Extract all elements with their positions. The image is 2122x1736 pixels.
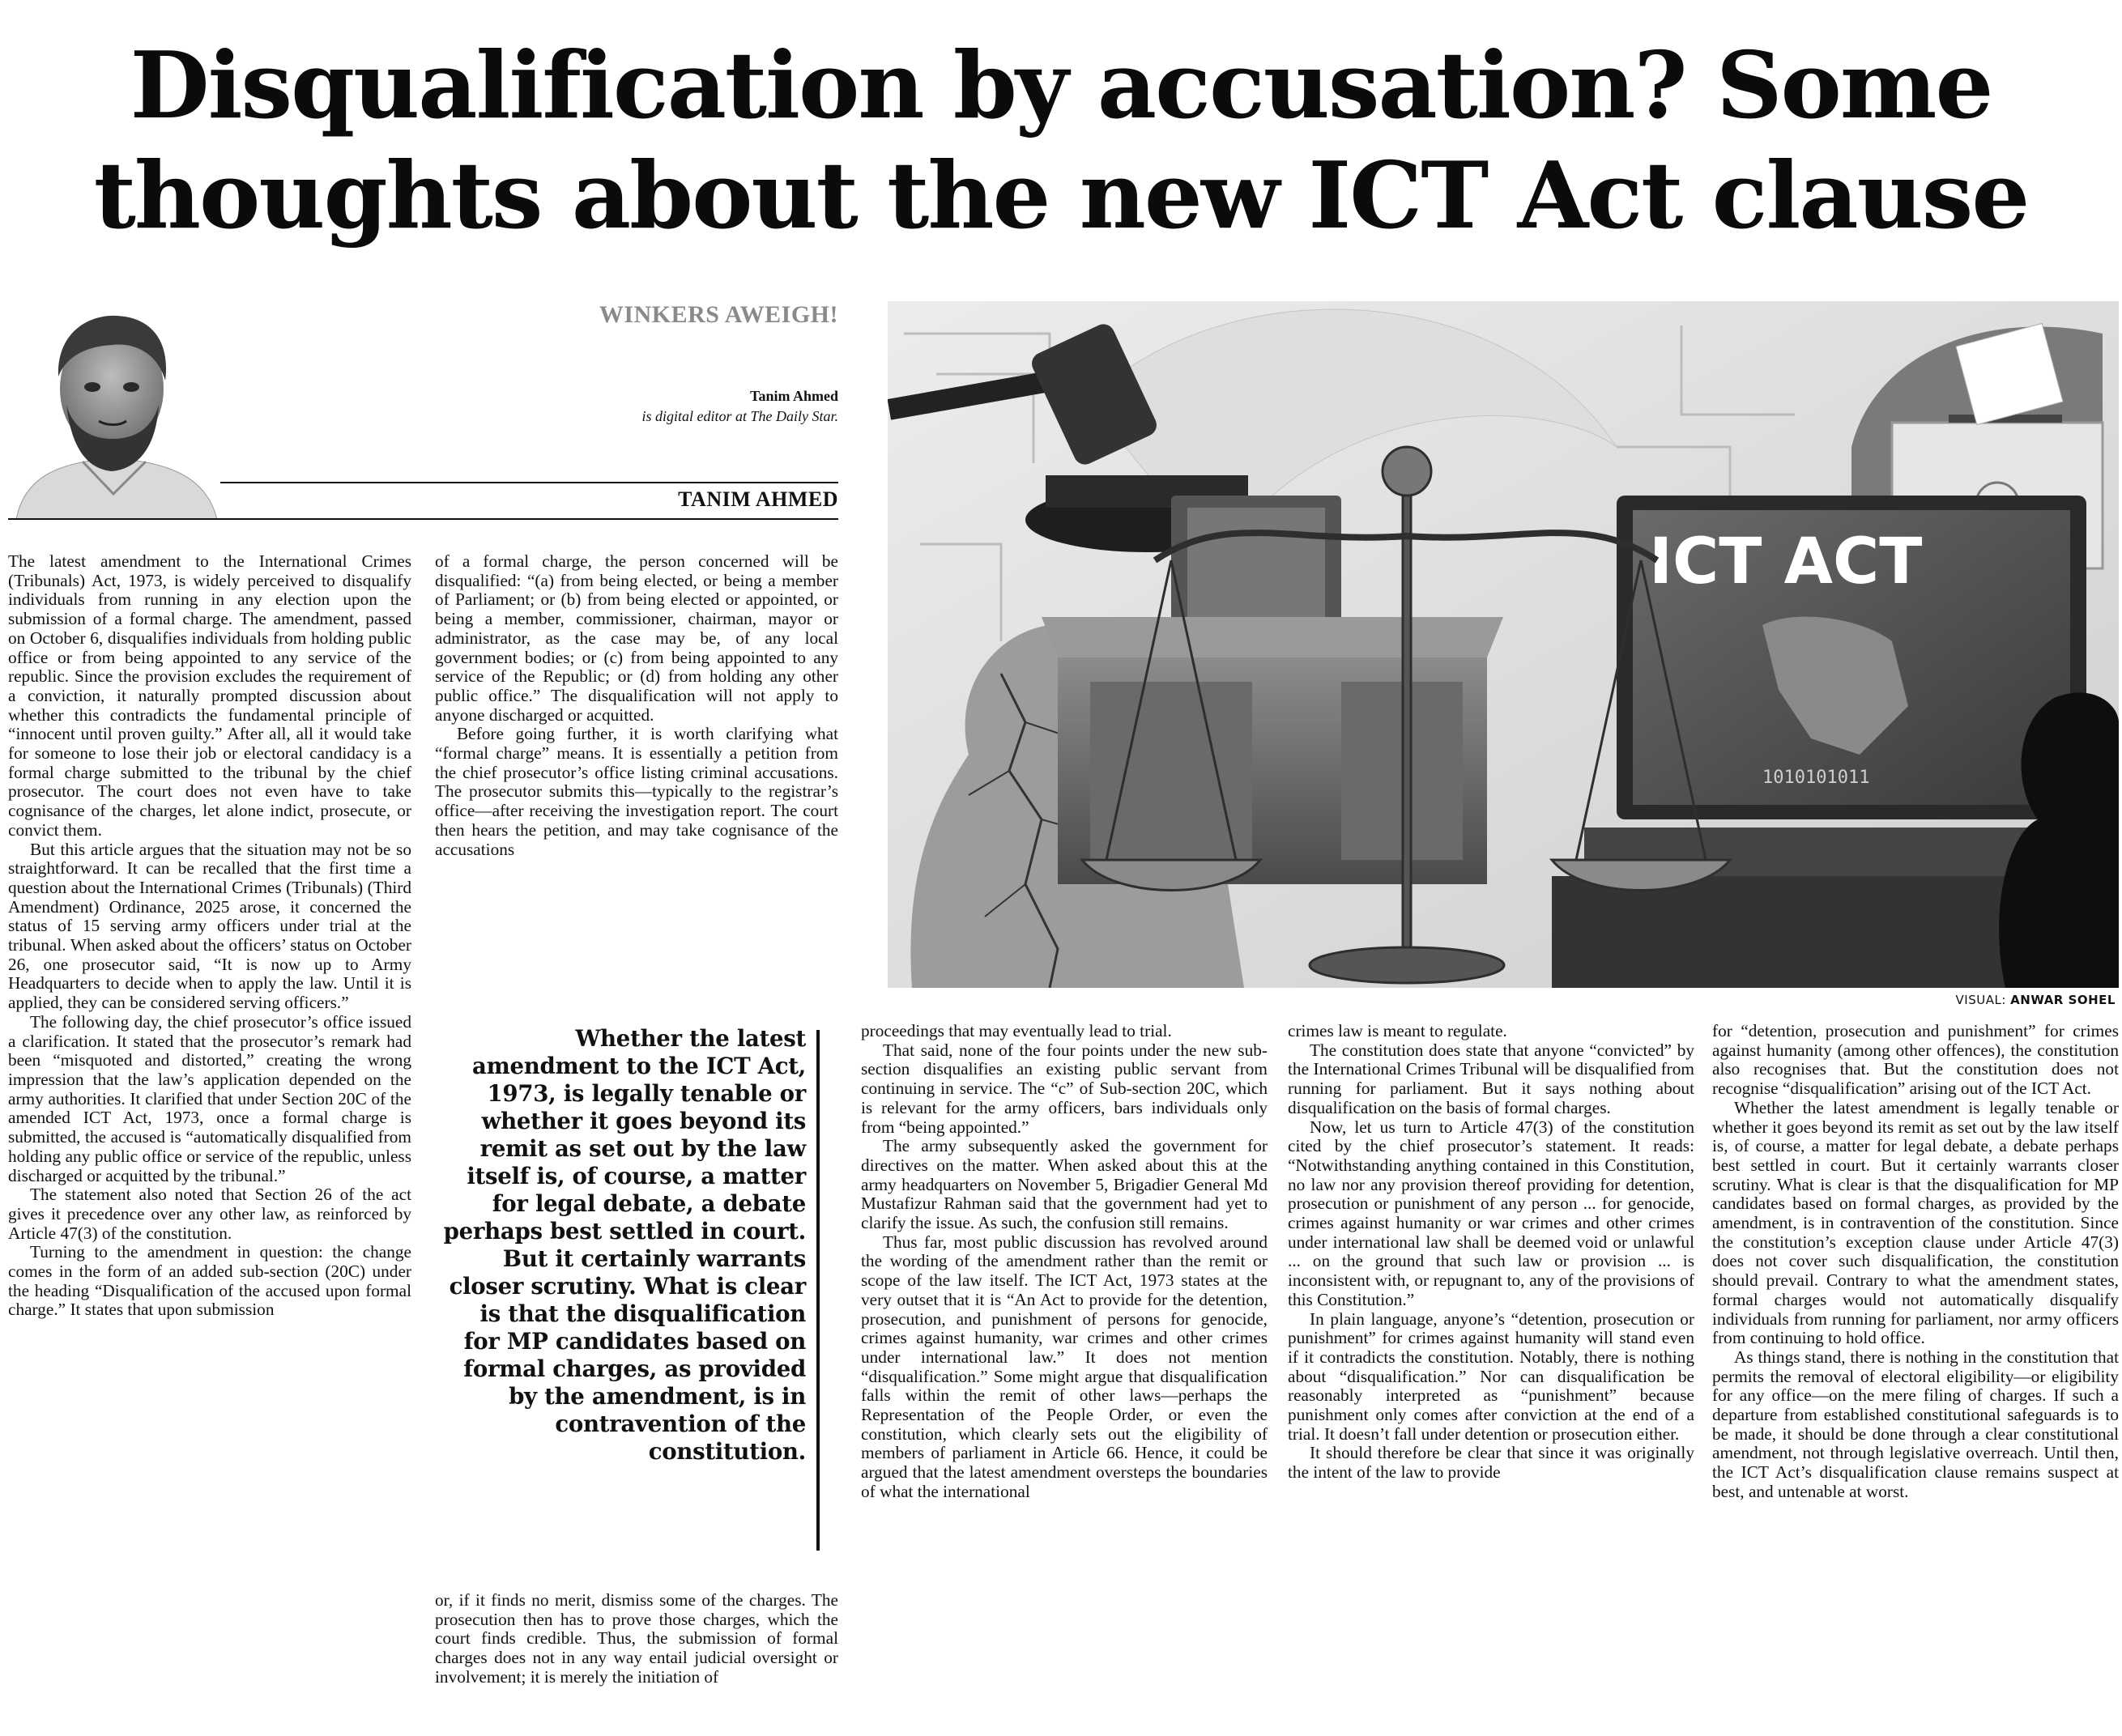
paragraph: Before going further, it is worth clarifying what “formal charge” means. It is essentially a petition from the chief prosecutor’s office listing criminal accusations. The prosecutor submits this—typically to the registrar’s office—after receiving the investigation report. The court then hears the petition, and may take cognisance of the accusations xyxy=(435,724,838,859)
pull-quote-rule xyxy=(816,1030,820,1551)
paragraph: In plain language, anyone’s “detention, prosecution or punishment” for crimes against humanity will stand even if it contradicts the constitution. Notably, there is nothing about “disqualification.” Nor can disqualification be reasonably interpreted as “punishment” because punishment only comes after conviction at the end of a trial. It doesn’t fall under detention or prosecution either. xyxy=(1288,1308,1694,1444)
paragraph: crimes law is meant to regulate. xyxy=(1288,1022,1507,1040)
author-name: Tanim Ahmed xyxy=(750,388,838,404)
paragraph: As things stand, there is nothing in the constitution that permits the removal of electoral eligibility—or eligibility for any office—on the mere filing of charges. If such a departure from established constitutional safeguards is to be made, it should be done through a clear constitutional amendment, not through legislative overreach. Until then, the ICT Act’s disqualification clause remains suspect at best, and untenable at worst. xyxy=(1712,1347,2119,1501)
ict-act-illustration xyxy=(888,301,2119,988)
author-role: is digital editor at The Daily Star. xyxy=(641,408,838,424)
paragraph: Now, let us turn to Article 47(3) of the constitution cited by the chief prosecutor’s statement. It reads: “Notwithstanding anything contained in this Constitution, no law nor any provision thereof providing for detention, prosecution or punishment of any person ... for genocide, crimes against humanity or war crimes and other crimes under international law shall be deemed void or unlawful ... on the ground that such law or provision ... is inconsistent with, or repugnant to, any of the provisions of this Constitution.” xyxy=(1288,1117,1694,1309)
paragraph: That said, none of the four points under the new sub-section disqualifies an existing public servant from continuing in service. The “c” of Sub-section 20C, which is relevant for the army officers, bars individuals only from “being appointed.” xyxy=(861,1040,1268,1137)
binary-text: 1010101011 xyxy=(1762,768,1870,788)
paragraph: It should therefore be clear that since it was originally the intent of the law to provide xyxy=(1288,1443,1694,1483)
paragraph: The latest amendment to the International Crimes (Tribunals) Act, 1973, is widely perceived to disqualify individuals from running in any election upon the submission of a formal charge. The amendment, passed on October 6, disqualifies individuals from holding public office or from being appointed to any service of the republic. Since the provision excludes the requirement of a conviction, it naturally prompted discussion about whether this contradicts the fundamental principle of “innocent until proven guilty.” After all, all it would take for someone to lose their job or electoral candidacy is a formal charge submitted to the tribunal by the chief prosecutor. The court does not even have to take cognisance of the charges, let alone indict, prosecute, or convict them. xyxy=(8,552,411,840)
paragraph: Thus far, most public discussion has revolved around the wording of the amendment rather than the remit or scope of the law itself. The ICT Act, 1973 states at the very outset that it is “An Act to provide for the detention, prosecution, and punishment of persons for genocide, crimes against humanity, war crimes and other crimes under international law.” It does not mention “disqualification.” Some might argue that disqualification falls within the remit of other laws—perhaps the Representation of the People Order, or even the constitution, which clearly sets out the eligibility of members of parliament in Article 66. Hence, it could be argued that the latest amendment oversteps the boundaries of what the international xyxy=(861,1232,1268,1501)
paragraph: of a formal charge, the person concerned will be disqualified: “(a) from being elected, or being a member of Parliament; or (b) from being elected or appointed, or being a member, commissioner, chairman, mayor or administrator, as the case may be, of any local government bodies; or (c) from being appointed to any service of the Republic; or (d) from holding any other public office.” The disqualification will not apply to anyone discharged or acquitted. xyxy=(435,552,838,725)
column-kicker: WINKERS AWEIGH! xyxy=(599,301,838,328)
paragraph: for “detention, prosecution and punishment” for crimes against humanity (among other offences), the constitution also recognises that. But the constitution does not recognise “disqualification” arising out of the ICT Act. xyxy=(1712,1022,2119,1099)
byline: TANIM AHMED xyxy=(678,487,838,511)
body-column-5 xyxy=(1712,1022,2119,1734)
visual-credit-name: ANWAR SOHEL xyxy=(2010,993,2116,1007)
pull-quote: Whether the latest amendment to the ICT Act, 1973, is legally tenable or whether it goes beyond its remit as set out by the law itself is, of course, a matter for legal debate, a debate perhaps best settled in court. But it certainly warrants closer scrutiny. What is clear is that the disqualification for MP candidates based on formal charges, as provided by the amendment, is in contravention of the constitution. xyxy=(443,1025,806,1465)
visual-credit-label: VISUAL: xyxy=(1955,993,2006,1007)
screen-title: ICT ACT xyxy=(1649,525,1923,598)
author-portrait xyxy=(8,300,220,520)
author-credit xyxy=(486,386,838,427)
headline-line-1: Disqualification by accusation? Some xyxy=(130,32,1992,139)
paragraph: or, if it finds no merit, dismiss some of the charges. The prosecution then has to prove those charges, which the court finds credible. Thus, the submission of formal charges does not in any way entail judicial oversight or involvement; it is merely the initiation of xyxy=(435,1591,838,1687)
body-column-2-top xyxy=(435,552,838,981)
body-column-2-bottom xyxy=(435,1591,838,1735)
paragraph: The statement also noted that Section 26 of the act gives it precedence over any other law, as reinforced by Article 47(3) of the constitution. xyxy=(8,1185,411,1243)
visual-credit xyxy=(1782,993,2116,1007)
body-column-3 xyxy=(861,1022,1268,1734)
paragraph: The army subsequently asked the government for directives on the matter. When asked about this at the army headquarters on November 5, Brigadier General Md Mustafizur Rahman said that the government had yet to clarify the issue. As such, the confusion still remains. xyxy=(861,1136,1268,1233)
paragraph: Turning to the amendment in question: the change comes in the form of an added sub-section (20C) under the heading “Disqualification of the accused upon formal charge.” It states that upon submission xyxy=(8,1242,411,1320)
paragraph: proceedings that may eventually lead to trial. xyxy=(861,1022,1172,1040)
body-column-4 xyxy=(1288,1022,1694,1734)
paragraph: But this article argues that the situation may not be so straightforward. It can be recalled that the first time a question about the International Crimes (Tribunals) (Third Amendment) Ordinance, 2025 arose, it concerned the status of 15 serving army officers under trial at the tribunal. When asked about the officers’ status on October 26, one prosecutor said, “It is now up to Army Headquarters to decide when to apply the law. Until it is applied, they can be considered serving officers.” xyxy=(8,839,411,1013)
body-column-1 xyxy=(8,552,411,1734)
paragraph: Whether the latest amendment is legally tenable or whether it goes beyond its remit as set out by the law itself is, of course, a matter for legal debate, a debate perhaps best settled in court. But it certainly warrants closer scrutiny. What is clear is that the disqualification for MP candidates based on formal charges, as provided by the amendment, is in contravention of the constitution. Since the constitution’s exception clause under Article 47(3) does not cover such disqualification, the constitution should prevail. Contrary to what the amendment states, formal charges would not automatically disqualify individuals from running for parliament, nor army officers from continuing to hold office. xyxy=(1712,1097,2119,1348)
paragraph: The constitution does state that anyone “convicted” by the International Crimes Tribunal will be disqualified from running for parliament. But it says nothing about disqualification on the basis of formal charges. xyxy=(1288,1040,1694,1117)
paragraph: The following day, the chief prosecutor’s office issued a clarification. It stated that the prosecutor’s remark had been “misquoted and distorted,” creating the wrong impression that the law’s application depended on the army authorities. It clarified that under Section 20C of the amended ICT Act, 1973, once a formal charge is submitted, the accused is “automatically disqualified from holding any public office or service of the republic, unless discharged or acquitted by the tribunal.” xyxy=(8,1011,411,1185)
headline xyxy=(0,31,2122,251)
byline-rule xyxy=(220,482,838,483)
byline-rule-bottom xyxy=(8,518,838,520)
headline-line-2: thoughts about the new ICT Act clause xyxy=(93,142,2029,249)
